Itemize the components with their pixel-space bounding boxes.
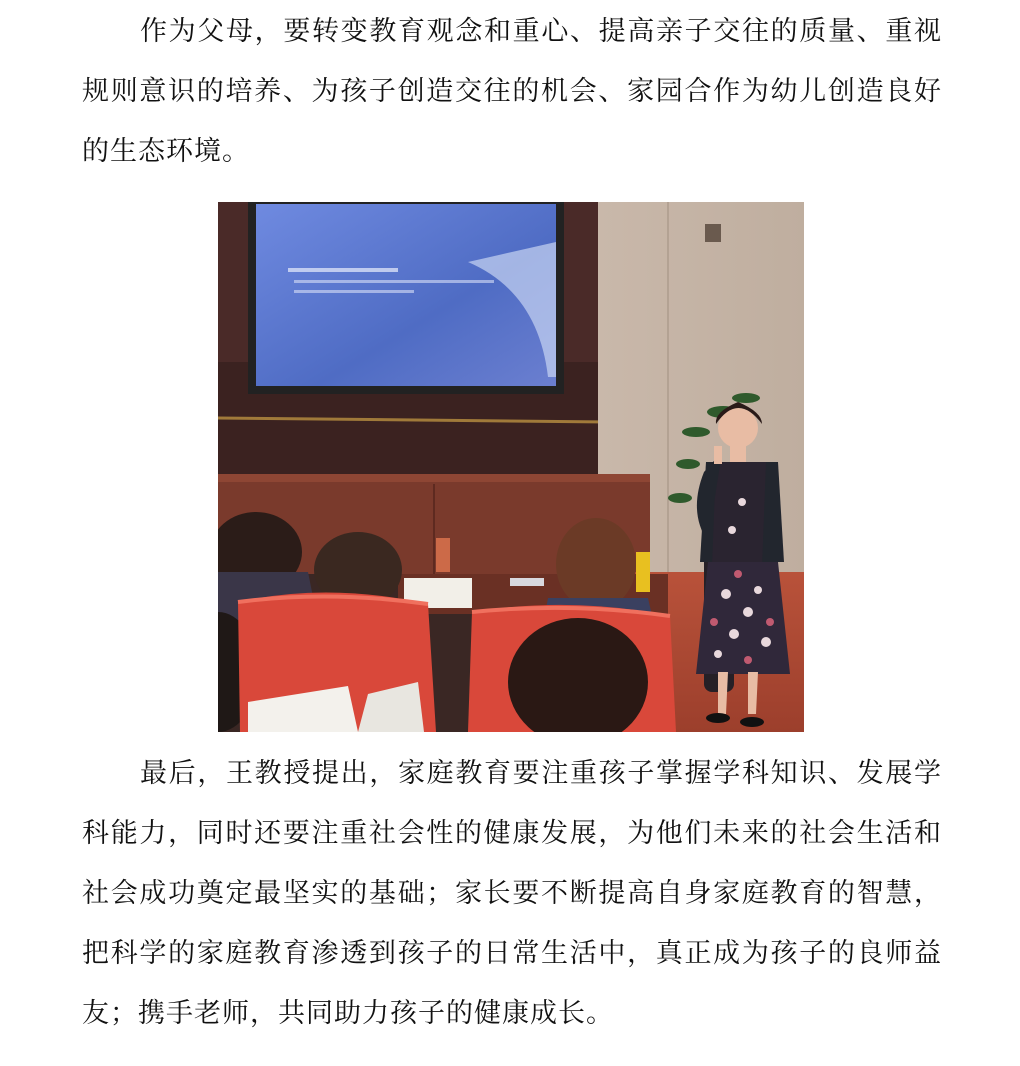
lecture-photo-illustration (218, 202, 804, 732)
paragraph-conclusion: 最后，王教授提出，家庭教育要注重孩子掌握学科知识、发展学科能力，同时还要注重社会性的健康发展，为他们未来的社会生活和社会成功奠定最坚实的基础；家长要不断提高自身家庭教育的智慧，把科学的家庭教育渗透到孩子的日常生活中，真正成为孩子的良师益友；携手老师，共同助力孩子的健康成长。 (82, 758, 942, 1029)
lecture-photo (218, 202, 804, 732)
paragraph-intro: 作为父母，要转变教育观念和重心、提高亲子交往的质量、重视规则意识的培养、为孩子创造交往的机会、家园合作为幼儿创造良好的生态环境。 (82, 16, 942, 167)
